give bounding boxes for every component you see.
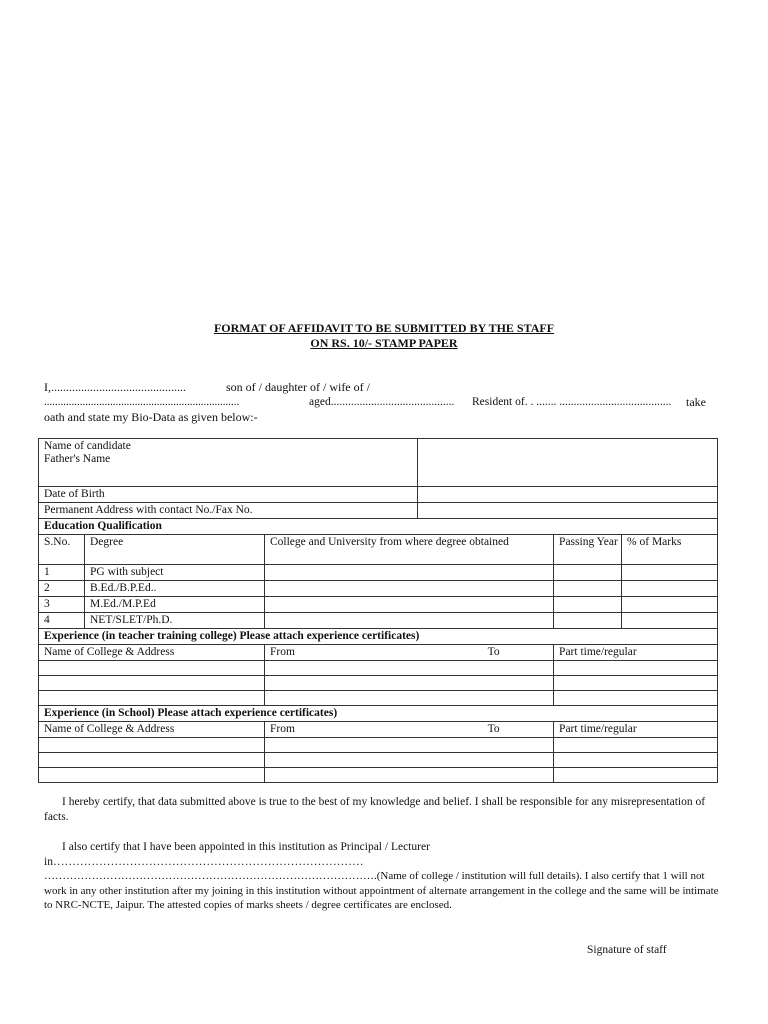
table-row (39, 738, 718, 753)
sno-cell: 4 (39, 613, 85, 629)
table-cell (554, 581, 622, 597)
sno-cell: 1 (39, 565, 85, 581)
column-header: S.No. (39, 535, 85, 565)
intro-dots: ....................................................................... (44, 396, 240, 408)
table-cell (554, 768, 718, 783)
document-title: FORMAT OF AFFIDAVIT TO BE SUBMITTED BY THE STAFF (213, 321, 555, 335)
intro-resident: Resident of. . ....... ....................................... (472, 396, 672, 408)
sno-cell: 3 (39, 597, 85, 613)
degree-cell: PG with subject (85, 565, 265, 581)
table-row (39, 676, 718, 691)
table-row (39, 706, 718, 722)
table-row (39, 565, 718, 581)
table-cell (622, 597, 718, 613)
table-cell (265, 691, 554, 706)
table-row (39, 722, 718, 738)
experience-college-heading: Experience (in teacher training college) Please attach experience certificates) (39, 629, 718, 645)
table-cell (622, 613, 718, 629)
to-label: To (487, 646, 500, 658)
degree-cell: M.Ed./M.P.Ed (85, 597, 265, 613)
table-cell (554, 613, 622, 629)
table-cell (554, 738, 718, 753)
table-cell (265, 597, 554, 613)
to-label: To (487, 723, 500, 735)
table-cell (554, 597, 622, 613)
column-header: Part time/regular (554, 722, 718, 738)
name-father-value-cell (418, 439, 718, 487)
table-cell (265, 581, 554, 597)
table-cell (622, 581, 718, 597)
sno-cell: 2 (39, 581, 85, 597)
table-row (39, 535, 718, 565)
table-cell (265, 738, 554, 753)
name-father-cell (39, 439, 418, 487)
column-header: Passing Year (554, 535, 622, 565)
table-cell (39, 691, 265, 706)
from-label: From (270, 646, 295, 658)
experience-school-heading: Experience (in School) Please attach experience certificates) (39, 706, 718, 722)
table-row (39, 661, 718, 676)
table-cell (265, 768, 554, 783)
intro-take: take (686, 395, 706, 409)
signature-label: Signature of staff (587, 944, 667, 956)
column-header: Name of College & Address (39, 722, 265, 738)
father-label: Father's Name (44, 453, 111, 465)
table-row (39, 519, 718, 535)
dob-label: Date of Birth (39, 487, 418, 503)
intro-oath: oath and state my Bio-Data as given below:- (44, 410, 258, 424)
table-cell (622, 565, 718, 581)
column-header: College and University from where degree obtained (265, 535, 554, 565)
table-cell (265, 613, 554, 629)
biodata-form-table (38, 438, 718, 783)
table-row (39, 581, 718, 597)
certify-paragraph-1: I hereby certify, that data submitted above is true to the best of my knowledge and belief. I shall be responsible for any misrepresentation of facts. (44, 796, 706, 823)
dob-value-cell (418, 487, 718, 503)
address-label: Permanent Address with contact No./Fax No. (39, 503, 418, 519)
table-row (39, 439, 718, 487)
education-heading: Education Qualification (39, 519, 718, 535)
from-label: From (270, 723, 295, 735)
table-row (39, 613, 718, 629)
table-row (39, 503, 718, 519)
table-row (39, 629, 718, 645)
document-subtitle: ON RS. 10/- STAMP PAPER (310, 336, 458, 350)
intro-relation: son of / daughter of / wife of / (226, 380, 370, 394)
table-row (39, 487, 718, 503)
table-cell (554, 691, 718, 706)
table-row (39, 597, 718, 613)
table-cell (265, 676, 554, 691)
name-label: Name of candidate (44, 440, 131, 452)
table-cell (265, 661, 554, 676)
certify-paragraph-2-line2: in……………………………………………………………………… (44, 856, 364, 868)
table-cell (39, 768, 265, 783)
intro-aged: aged........................................... (309, 396, 455, 408)
column-header: % of Marks (622, 535, 718, 565)
column-header: Part time/regular (554, 645, 718, 661)
degree-cell: B.Ed./B.P.Ed.. (85, 581, 265, 597)
table-row (39, 691, 718, 706)
table-cell (554, 753, 718, 768)
table-cell (265, 565, 554, 581)
column-header (265, 645, 554, 661)
table-row (39, 768, 718, 783)
table-cell (39, 753, 265, 768)
table-row (39, 753, 718, 768)
table-cell (554, 661, 718, 676)
table-cell (39, 738, 265, 753)
table-cell (554, 676, 718, 691)
intro-name-blank: I,............................................. (44, 380, 186, 394)
column-header: Name of College & Address (39, 645, 265, 661)
column-header (265, 722, 554, 738)
table-cell (39, 676, 265, 691)
table-row (39, 645, 718, 661)
table-cell (554, 565, 622, 581)
table-cell (39, 661, 265, 676)
table-cell (265, 753, 554, 768)
address-value-cell (418, 503, 718, 519)
degree-cell: NET/SLET/Ph.D. (85, 613, 265, 629)
certify-paragraph-2-rest: ……………………………………………………………………………….(Name of college / institution will full details). I also certify that 1 will not work in any other institution after my joining in this institution without appointment of alternate arrangement in the college and the same will be intimate to NRC-NCTE, Jaipur. The attested copies of marks sheets / degree certificates are enclosed. (44, 870, 719, 911)
column-header: Degree (85, 535, 265, 565)
certify-paragraph-2-line1: I also certify that I have been appointed in this institution as Principal / Lecturer (62, 841, 430, 853)
